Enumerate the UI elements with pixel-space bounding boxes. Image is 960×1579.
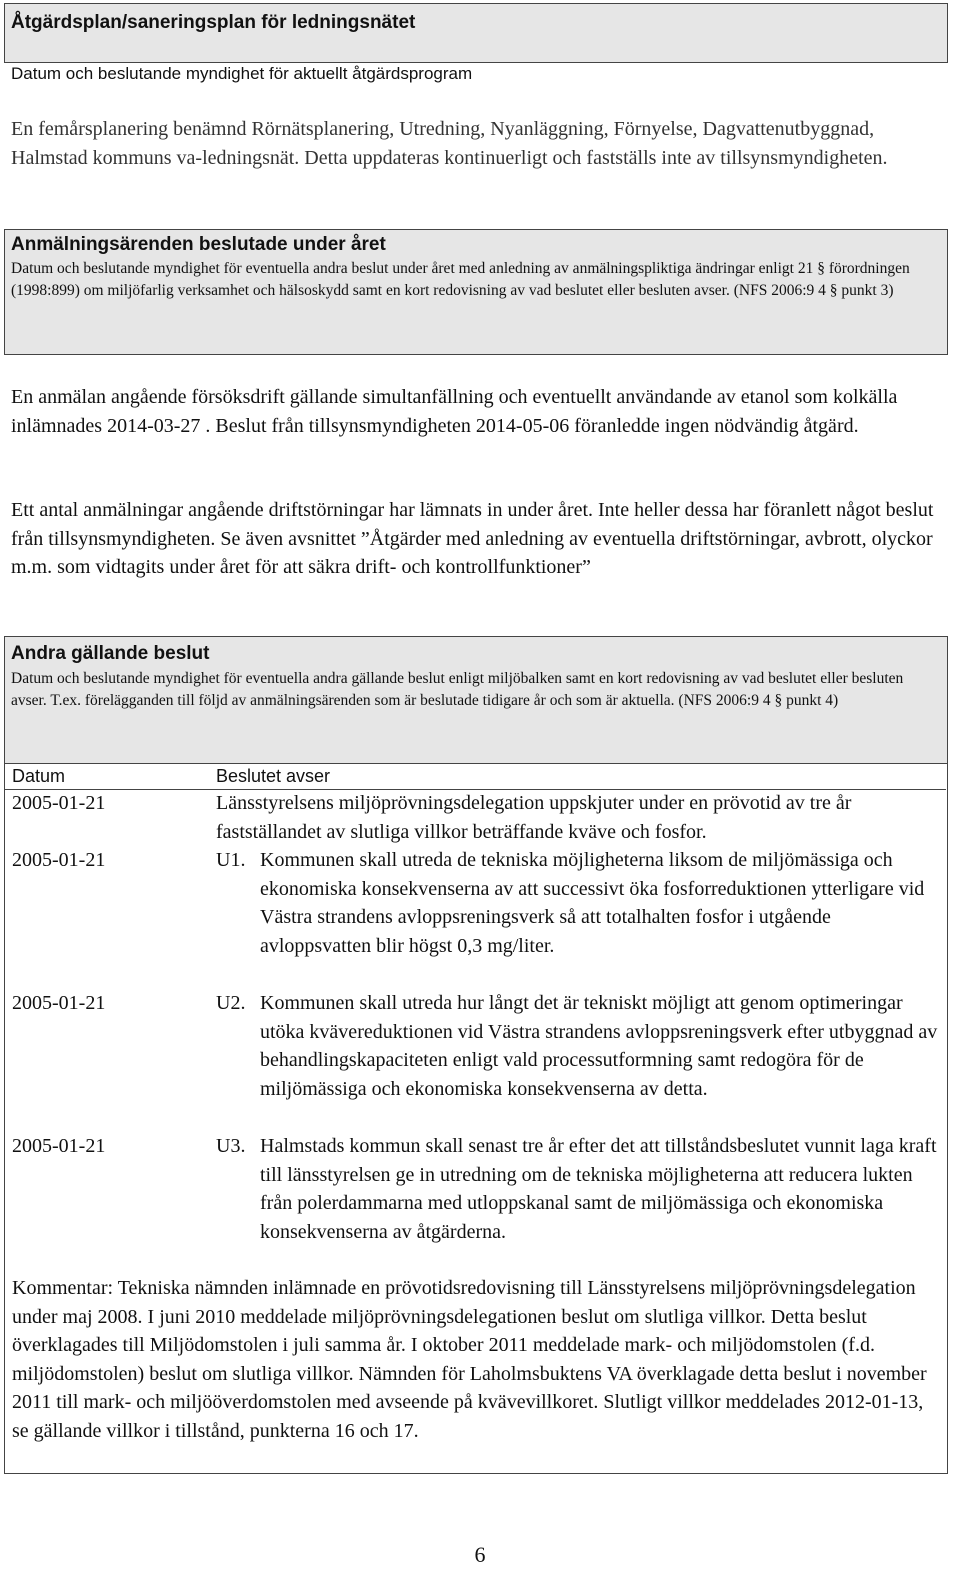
table-row: [12, 989, 942, 1100]
row-prefix: U3.: [216, 1135, 246, 1157]
row-text: Kommunen skall utreda de tekniska möjligheterna liksom de miljömässiga och ekonomiska konsekvenserna av att successivt öka fosforreduktionen ytterligare vid Västra strandens avloppsreningsverk så att totalhalten fosfor i utgående avloppsvatten blir högst 0,3 mg/liter.: [260, 849, 925, 957]
page-number: 6: [474, 1542, 486, 1567]
section2-desc: Datum och beslutande myndighet för eventuella andra beslut under året med anledning av anmälningspliktiga ändringar enligt 21 § förordningen (1998:899) om miljöfarlig verksamhet och hälsoskydd samt en kort redovisning av vad beslutet eller besluten avser. (NFS 2006:9 4 § punkt 3): [11, 260, 910, 299]
row-prefix: U2.: [216, 992, 246, 1014]
row-date: 2005-01-21: [12, 792, 106, 814]
table-row: [12, 789, 942, 843]
section2-title: Anmälningsärenden beslutade under året: [11, 234, 386, 255]
row-text: Länsstyrelsens miljöprövningsdelegation uppskjuter under en prövotid av tre år fastställandet av slutliga villkor beträffande kväve och fosfor.: [216, 792, 852, 843]
row-text: Halmstads kommun skall senast tre år efter det att tillståndsbeslutet vunnit laga kraft till länsstyrelsen ge in utredning om de tekniska möjligheterna att reducera lukten från polerdammarna med utloppskanal samt de miljömässiga och ekonomiska konsekvenserna av åtgärderna.: [260, 1135, 937, 1243]
section3-box: [4, 636, 948, 764]
row-date: 2005-01-21: [12, 1135, 106, 1157]
section1-subtitle: Datum och beslutande myndighet för aktuellt åtgärdsprogram: [11, 64, 473, 83]
section2-para1: En anmälan angående försöksdrift gällande simultanfällning och eventuellt användande av etanol som kolkälla inlämnades 2014-03-27 . Beslut från tillsynsmyndigheten 2014-05-06 föranledde ingen nödvändig åtgärd.: [11, 386, 898, 437]
section2-box: [4, 229, 948, 355]
row-text: Kommunen skall utreda hur långt det är tekniskt möjligt att genom optimeringar utöka kvävereduktionen vid Västra strandens avloppsreningsverk efter utbyggnad av behandlingskapaciteten enligt vald processutformning samt redogöra för de miljömässiga och ekonomiska konsekvenserna av detta.: [260, 992, 938, 1100]
row-date: 2005-01-21: [12, 992, 106, 1014]
section1-title-box: [4, 3, 948, 63]
section3-title: Andra gällande beslut: [11, 643, 210, 664]
section1-title: Åtgärdsplan/saneringsplan för ledningsnätet: [11, 12, 416, 33]
decisions-table: [4, 764, 948, 1474]
table-row: [12, 846, 942, 957]
section2-para2: Ett antal anmälningar angående driftstörningar har lämnats in under året. Inte heller dessa har föranlett något beslut från tillsynsmyndigheten. Se även avsnittet ”Åtgärder med anledning av eventuella driftstörningar, avbrott, olyckor m.m. som vidtagits under året för att säkra drift- och kontrollfunktioner”: [11, 499, 934, 579]
table-comment: Kommentar: Tekniska nämnden inlämnade en prövotidsredovisning till Länsstyrelsens miljöprövningsdelegation under maj 2008. I juni 2010 meddelade miljöprövningsdelegationen beslut om slutliga villkor. Detta beslut överklagades till Miljödomstolen i juli samma år. I oktober 2011 meddelade mark- och miljödomstolen (f.d. miljödomstolen) beslut om slutliga villkor. Nämnden för Laholmsbuktens VA överklagade detta beslut i november 2011 till mark- och miljööverdomstolen med avseende på kvävevillkoret. Slutligt villkor meddelades 2012-01-13, se gällande villkor i tillstånd, punkterna 16 och 17.: [12, 1277, 927, 1442]
table-row: [12, 1132, 942, 1243]
section1-body: En femårsplanering benämnd Rörnätsplanering, Utredning, Nyanläggning, Förnyelse, Dagvattenutbyggnad, Halmstad kommuns va-ledningsnät. Detta uppdateras kontinuerligt och fastställs inte av tillsynsmyndigheten.: [11, 118, 888, 169]
section3-desc: Datum och beslutande myndighet för eventuella andra gällande beslut enligt miljöbalken samt en kort redovisning av vad beslutet eller besluten avser. T.ex. förelägganden till följd av anmälningsärenden som är beslutade tidigare år och som är aktuella. (NFS 2006:9 4 § punkt 4): [11, 670, 904, 709]
col-header-date: Datum: [12, 766, 66, 786]
row-date: 2005-01-21: [12, 849, 106, 871]
row-prefix: U1.: [216, 849, 246, 871]
col-header-subject: Beslutet avser: [216, 766, 331, 786]
